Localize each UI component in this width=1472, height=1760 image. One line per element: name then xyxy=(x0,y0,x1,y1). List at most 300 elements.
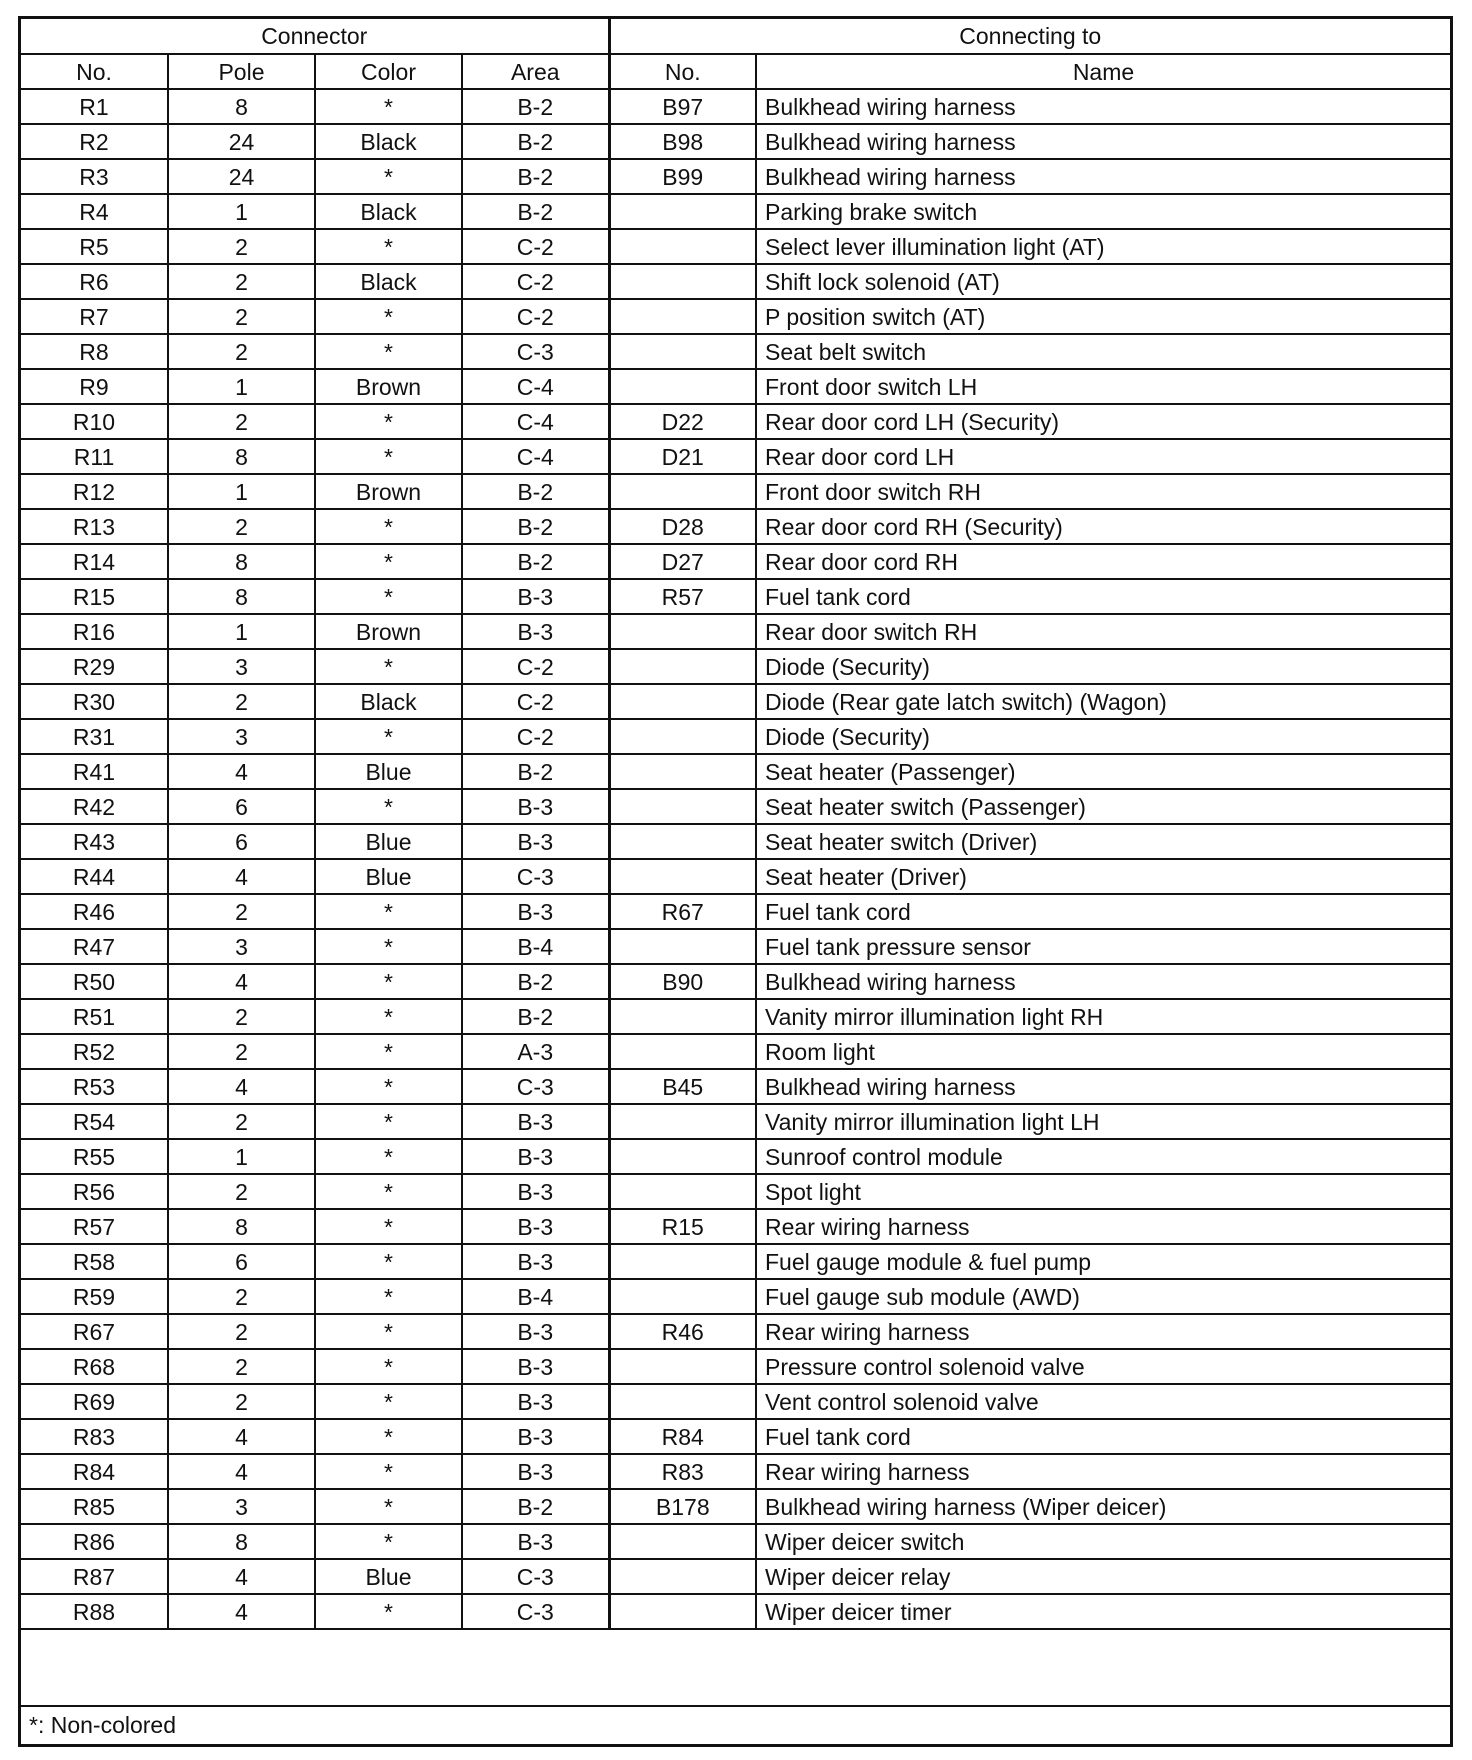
cell-pole: 4 xyxy=(168,859,315,894)
cell-connecting-no xyxy=(609,1104,756,1139)
cell-color: * xyxy=(315,1384,462,1419)
cell-connector-no: R4 xyxy=(21,194,168,229)
cell-pole: 2 xyxy=(168,334,315,369)
cell-pole: 8 xyxy=(168,89,315,124)
cell-area: C-4 xyxy=(462,369,609,404)
cell-connecting-name: Fuel tank cord xyxy=(756,1419,1450,1454)
table-row xyxy=(21,124,1450,159)
cell-color: * xyxy=(315,999,462,1034)
table-row xyxy=(21,1034,1450,1069)
table-row xyxy=(21,1454,1450,1489)
cell-connector-no: R7 xyxy=(21,299,168,334)
cell-connecting-no xyxy=(609,334,756,369)
cell-connector-no: R57 xyxy=(21,1209,168,1244)
table-row xyxy=(21,1384,1450,1419)
table-row xyxy=(21,334,1450,369)
cell-connecting-name: Select lever illumination light (AT) xyxy=(756,229,1450,264)
cell-connecting-no: D27 xyxy=(609,544,756,579)
cell-connector-no: R43 xyxy=(21,824,168,859)
table-row xyxy=(21,1419,1450,1454)
cell-connecting-no xyxy=(609,719,756,754)
table-row xyxy=(21,824,1450,859)
cell-color: * xyxy=(315,89,462,124)
cell-pole: 2 xyxy=(168,229,315,264)
cell-pole: 1 xyxy=(168,1139,315,1174)
cell-connecting-name: Front door switch LH xyxy=(756,369,1450,404)
cell-color: Black xyxy=(315,264,462,299)
table-row xyxy=(21,1139,1450,1174)
cell-connecting-no xyxy=(609,474,756,509)
table-row xyxy=(21,1244,1450,1279)
cell-connecting-no xyxy=(609,1594,756,1629)
cell-connecting-name: Seat belt switch xyxy=(756,334,1450,369)
cell-connecting-no: B90 xyxy=(609,964,756,999)
cell-area: B-3 xyxy=(462,789,609,824)
cell-connecting-no xyxy=(609,649,756,684)
table-row xyxy=(21,1104,1450,1139)
cell-pole: 2 xyxy=(168,684,315,719)
cell-connecting-name: Fuel tank cord xyxy=(756,894,1450,929)
cell-connecting-name: Seat heater (Passenger) xyxy=(756,754,1450,789)
cell-pole: 4 xyxy=(168,1069,315,1104)
cell-pole: 2 xyxy=(168,1384,315,1419)
table-row xyxy=(21,474,1450,509)
cell-area: B-3 xyxy=(462,1419,609,1454)
cell-color: * xyxy=(315,1209,462,1244)
cell-color: * xyxy=(315,964,462,999)
table-row xyxy=(21,1594,1450,1629)
cell-connecting-no: R67 xyxy=(609,894,756,929)
cell-color: * xyxy=(315,439,462,474)
cell-area: B-3 xyxy=(462,1139,609,1174)
cell-pole: 2 xyxy=(168,404,315,439)
cell-connecting-no: D28 xyxy=(609,509,756,544)
cell-connecting-name: Rear wiring harness xyxy=(756,1209,1450,1244)
cell-area: B-4 xyxy=(462,1279,609,1314)
cell-pole: 4 xyxy=(168,754,315,789)
cell-pole: 2 xyxy=(168,264,315,299)
cell-connector-no: R29 xyxy=(21,649,168,684)
cell-color: * xyxy=(315,1349,462,1384)
cell-area: C-2 xyxy=(462,264,609,299)
cell-area: B-2 xyxy=(462,544,609,579)
table-row xyxy=(21,439,1450,474)
cell-color: * xyxy=(315,1314,462,1349)
cell-connecting-no: R15 xyxy=(609,1209,756,1244)
column-header-pole: Pole xyxy=(168,54,315,89)
cell-connecting-name: Front door switch RH xyxy=(756,474,1450,509)
cell-connector-no: R5 xyxy=(21,229,168,264)
cell-connecting-name: Bulkhead wiring harness xyxy=(756,159,1450,194)
column-header-color: Color xyxy=(315,54,462,89)
cell-connector-no: R31 xyxy=(21,719,168,754)
table-row xyxy=(21,89,1450,124)
cell-connecting-no xyxy=(609,614,756,649)
cell-connecting-name: Shift lock solenoid (AT) xyxy=(756,264,1450,299)
cell-connector-no: R9 xyxy=(21,369,168,404)
table-row xyxy=(21,1559,1450,1594)
cell-connecting-name: Bulkhead wiring harness xyxy=(756,89,1450,124)
cell-pole: 3 xyxy=(168,719,315,754)
table-row xyxy=(21,859,1450,894)
cell-connecting-no: D21 xyxy=(609,439,756,474)
cell-connecting-no xyxy=(609,369,756,404)
table-row xyxy=(21,404,1450,439)
cell-connector-no: R51 xyxy=(21,999,168,1034)
cell-pole: 8 xyxy=(168,439,315,474)
cell-connector-no: R1 xyxy=(21,89,168,124)
cell-connector-no: R88 xyxy=(21,1594,168,1629)
cell-connector-no: R54 xyxy=(21,1104,168,1139)
cell-area: B-2 xyxy=(462,1489,609,1524)
table-row xyxy=(21,1279,1450,1314)
table-row xyxy=(21,1524,1450,1559)
cell-color: * xyxy=(315,1454,462,1489)
cell-area: B-2 xyxy=(462,964,609,999)
cell-pole: 2 xyxy=(168,999,315,1034)
cell-connector-no: R41 xyxy=(21,754,168,789)
table-row xyxy=(21,159,1450,194)
cell-area: B-2 xyxy=(462,124,609,159)
cell-connector-no: R85 xyxy=(21,1489,168,1524)
cell-connecting-no xyxy=(609,1559,756,1594)
cell-area: B-2 xyxy=(462,999,609,1034)
cell-connecting-name: Spot light xyxy=(756,1174,1450,1209)
cell-connecting-name: Bulkhead wiring harness xyxy=(756,124,1450,159)
table-row xyxy=(21,894,1450,929)
table-row xyxy=(21,1174,1450,1209)
cell-connecting-no xyxy=(609,194,756,229)
cell-connecting-no xyxy=(609,1174,756,1209)
cell-pole: 24 xyxy=(168,124,315,159)
cell-color: * xyxy=(315,1104,462,1139)
cell-connecting-name: Diode (Security) xyxy=(756,719,1450,754)
cell-connecting-name: Seat heater switch (Driver) xyxy=(756,824,1450,859)
cell-pole: 1 xyxy=(168,614,315,649)
cell-connector-no: R8 xyxy=(21,334,168,369)
cell-color: Brown xyxy=(315,474,462,509)
cell-pole: 8 xyxy=(168,1524,315,1559)
cell-area: B-3 xyxy=(462,824,609,859)
cell-pole: 8 xyxy=(168,544,315,579)
cell-color: * xyxy=(315,1279,462,1314)
cell-area: B-3 xyxy=(462,1454,609,1489)
cell-connecting-name: Bulkhead wiring harness (Wiper deicer) xyxy=(756,1489,1450,1524)
cell-color: * xyxy=(315,1139,462,1174)
cell-pole: 4 xyxy=(168,1594,315,1629)
connector-table-sheet xyxy=(18,16,1453,1747)
table-body xyxy=(21,89,1450,1629)
cell-connecting-name: Diode (Security) xyxy=(756,649,1450,684)
cell-color: * xyxy=(315,894,462,929)
cell-connecting-name: Rear wiring harness xyxy=(756,1454,1450,1489)
table-row xyxy=(21,229,1450,264)
cell-pole: 4 xyxy=(168,1419,315,1454)
cell-connecting-no xyxy=(609,999,756,1034)
cell-pole: 2 xyxy=(168,1174,315,1209)
cell-pole: 8 xyxy=(168,1209,315,1244)
cell-connecting-name: Room light xyxy=(756,1034,1450,1069)
cell-pole: 3 xyxy=(168,929,315,964)
cell-pole: 2 xyxy=(168,1349,315,1384)
table-row xyxy=(21,509,1450,544)
cell-color: Blue xyxy=(315,1559,462,1594)
cell-area: B-3 xyxy=(462,1174,609,1209)
cell-connector-no: R14 xyxy=(21,544,168,579)
cell-connecting-name: Rear door cord RH xyxy=(756,544,1450,579)
cell-connecting-no: R57 xyxy=(609,579,756,614)
table-row xyxy=(21,929,1450,964)
cell-connecting-no: R46 xyxy=(609,1314,756,1349)
cell-area: C-2 xyxy=(462,299,609,334)
cell-color: * xyxy=(315,299,462,334)
cell-pole: 1 xyxy=(168,474,315,509)
cell-connector-no: R6 xyxy=(21,264,168,299)
cell-connector-no: R83 xyxy=(21,1419,168,1454)
cell-connecting-name: Pressure control solenoid valve xyxy=(756,1349,1450,1384)
cell-color: * xyxy=(315,544,462,579)
cell-connecting-no xyxy=(609,789,756,824)
cell-connecting-name: Fuel tank pressure sensor xyxy=(756,929,1450,964)
table-row xyxy=(21,264,1450,299)
cell-connector-no: R42 xyxy=(21,789,168,824)
footnote: *: Non-colored xyxy=(21,1705,1450,1744)
table-row xyxy=(21,1209,1450,1244)
cell-pole: 2 xyxy=(168,894,315,929)
cell-color: * xyxy=(315,1594,462,1629)
cell-color: * xyxy=(315,1419,462,1454)
cell-connector-no: R16 xyxy=(21,614,168,649)
table-row xyxy=(21,579,1450,614)
cell-pole: 6 xyxy=(168,824,315,859)
cell-connecting-name: Parking brake switch xyxy=(756,194,1450,229)
cell-connecting-no xyxy=(609,1244,756,1279)
cell-area: B-3 xyxy=(462,1524,609,1559)
cell-connecting-name: Sunroof control module xyxy=(756,1139,1450,1174)
cell-pole: 2 xyxy=(168,1104,315,1139)
cell-connector-no: R59 xyxy=(21,1279,168,1314)
column-header-name: Name xyxy=(756,54,1450,89)
cell-connecting-name: Seat heater switch (Passenger) xyxy=(756,789,1450,824)
cell-connecting-no xyxy=(609,824,756,859)
cell-connecting-no: B45 xyxy=(609,1069,756,1104)
cell-connecting-name: Rear door cord LH xyxy=(756,439,1450,474)
cell-area: B-3 xyxy=(462,579,609,614)
cell-connector-no: R69 xyxy=(21,1384,168,1419)
cell-color: * xyxy=(315,1174,462,1209)
cell-area: C-2 xyxy=(462,649,609,684)
cell-area: C-2 xyxy=(462,229,609,264)
cell-color: * xyxy=(315,229,462,264)
cell-connecting-no: D22 xyxy=(609,404,756,439)
cell-pole: 1 xyxy=(168,369,315,404)
cell-pole: 2 xyxy=(168,1279,315,1314)
column-header-area: Area xyxy=(462,54,609,89)
cell-pole: 2 xyxy=(168,509,315,544)
cell-connecting-name: Vent control solenoid valve xyxy=(756,1384,1450,1419)
cell-connecting-no xyxy=(609,1524,756,1559)
cell-connecting-name: Wiper deicer switch xyxy=(756,1524,1450,1559)
cell-area: C-3 xyxy=(462,1594,609,1629)
cell-color: * xyxy=(315,719,462,754)
cell-connector-no: R68 xyxy=(21,1349,168,1384)
cell-area: B-2 xyxy=(462,194,609,229)
table-row xyxy=(21,1349,1450,1384)
table-row xyxy=(21,684,1450,719)
cell-connecting-no xyxy=(609,299,756,334)
cell-color: Black xyxy=(315,684,462,719)
table-row xyxy=(21,649,1450,684)
cell-area: B-3 xyxy=(462,1209,609,1244)
cell-pole: 3 xyxy=(168,649,315,684)
cell-pole: 6 xyxy=(168,1244,315,1279)
cell-connector-no: R3 xyxy=(21,159,168,194)
cell-area: B-3 xyxy=(462,1384,609,1419)
table-row xyxy=(21,719,1450,754)
cell-connector-no: R12 xyxy=(21,474,168,509)
cell-pole: 3 xyxy=(168,1489,315,1524)
table-row xyxy=(21,1314,1450,1349)
table-row xyxy=(21,1069,1450,1104)
table-row xyxy=(21,964,1450,999)
cell-area: B-3 xyxy=(462,1244,609,1279)
cell-area: B-3 xyxy=(462,894,609,929)
cell-connector-no: R52 xyxy=(21,1034,168,1069)
cell-connecting-name: Fuel gauge module & fuel pump xyxy=(756,1244,1450,1279)
cell-color: * xyxy=(315,1034,462,1069)
cell-color: * xyxy=(315,1524,462,1559)
cell-pole: 2 xyxy=(168,1314,315,1349)
table-row xyxy=(21,999,1450,1034)
cell-color: * xyxy=(315,1489,462,1524)
cell-connecting-name: P position switch (AT) xyxy=(756,299,1450,334)
cell-connecting-name: Wiper deicer relay xyxy=(756,1559,1450,1594)
cell-connecting-no xyxy=(609,1034,756,1069)
cell-connector-no: R87 xyxy=(21,1559,168,1594)
header-group-connecting-to: Connecting to xyxy=(609,19,1450,54)
table-row xyxy=(21,544,1450,579)
cell-area: A-3 xyxy=(462,1034,609,1069)
cell-connecting-name: Rear wiring harness xyxy=(756,1314,1450,1349)
connector-table xyxy=(21,19,1450,1630)
cell-color: * xyxy=(315,929,462,964)
cell-connecting-no xyxy=(609,1349,756,1384)
cell-area: B-3 xyxy=(462,1314,609,1349)
cell-connector-no: R2 xyxy=(21,124,168,159)
table-row xyxy=(21,789,1450,824)
cell-connector-no: R58 xyxy=(21,1244,168,1279)
table-row xyxy=(21,194,1450,229)
cell-connecting-name: Bulkhead wiring harness xyxy=(756,964,1450,999)
cell-area: B-4 xyxy=(462,929,609,964)
cell-color: Brown xyxy=(315,369,462,404)
cell-connecting-name: Vanity mirror illumination light RH xyxy=(756,999,1450,1034)
cell-color: * xyxy=(315,404,462,439)
cell-connecting-name: Rear door cord RH (Security) xyxy=(756,509,1450,544)
cell-connector-no: R56 xyxy=(21,1174,168,1209)
cell-color: Black xyxy=(315,194,462,229)
cell-area: C-3 xyxy=(462,859,609,894)
cell-connector-no: R55 xyxy=(21,1139,168,1174)
cell-connector-no: R67 xyxy=(21,1314,168,1349)
cell-connecting-name: Diode (Rear gate latch switch) (Wagon) xyxy=(756,684,1450,719)
cell-connecting-no xyxy=(609,929,756,964)
cell-pole: 4 xyxy=(168,1559,315,1594)
cell-connecting-no xyxy=(609,1384,756,1419)
cell-connecting-name: Bulkhead wiring harness xyxy=(756,1069,1450,1104)
cell-connecting-name: Seat heater (Driver) xyxy=(756,859,1450,894)
cell-color: Black xyxy=(315,124,462,159)
column-header-no: No. xyxy=(21,54,168,89)
cell-pole: 24 xyxy=(168,159,315,194)
cell-connector-no: R50 xyxy=(21,964,168,999)
cell-color: * xyxy=(315,1069,462,1104)
cell-connector-no: R47 xyxy=(21,929,168,964)
cell-connecting-no: B99 xyxy=(609,159,756,194)
cell-area: B-2 xyxy=(462,159,609,194)
cell-area: B-2 xyxy=(462,474,609,509)
cell-color: * xyxy=(315,1244,462,1279)
cell-pole: 8 xyxy=(168,579,315,614)
cell-connector-no: R30 xyxy=(21,684,168,719)
cell-connecting-no: R83 xyxy=(609,1454,756,1489)
cell-area: C-3 xyxy=(462,1559,609,1594)
cell-area: B-3 xyxy=(462,1104,609,1139)
cell-area: B-2 xyxy=(462,754,609,789)
cell-area: C-3 xyxy=(462,334,609,369)
cell-connecting-no: B178 xyxy=(609,1489,756,1524)
cell-area: C-2 xyxy=(462,684,609,719)
cell-connector-no: R11 xyxy=(21,439,168,474)
cell-connecting-no: B97 xyxy=(609,89,756,124)
cell-color: * xyxy=(315,334,462,369)
cell-connecting-name: Rear door cord LH (Security) xyxy=(756,404,1450,439)
cell-connecting-name: Rear door switch RH xyxy=(756,614,1450,649)
cell-connecting-no xyxy=(609,859,756,894)
cell-connecting-name: Fuel gauge sub module (AWD) xyxy=(756,1279,1450,1314)
cell-connecting-no: B98 xyxy=(609,124,756,159)
cell-connecting-no: R84 xyxy=(609,1419,756,1454)
cell-pole: 4 xyxy=(168,964,315,999)
cell-connector-no: R44 xyxy=(21,859,168,894)
cell-color: * xyxy=(315,579,462,614)
cell-color: * xyxy=(315,649,462,684)
table-row xyxy=(21,614,1450,649)
cell-color: Brown xyxy=(315,614,462,649)
cell-connecting-no xyxy=(609,1279,756,1314)
cell-color: * xyxy=(315,509,462,544)
cell-pole: 4 xyxy=(168,1454,315,1489)
cell-connecting-no xyxy=(609,1139,756,1174)
cell-area: B-2 xyxy=(462,509,609,544)
cell-connector-no: R10 xyxy=(21,404,168,439)
header-group-connector: Connector xyxy=(21,19,609,54)
cell-color: Blue xyxy=(315,824,462,859)
cell-connector-no: R53 xyxy=(21,1069,168,1104)
cell-area: C-2 xyxy=(462,719,609,754)
table-row xyxy=(21,754,1450,789)
cell-area: B-3 xyxy=(462,1349,609,1384)
cell-area: B-2 xyxy=(462,89,609,124)
cell-connector-no: R46 xyxy=(21,894,168,929)
cell-area: C-4 xyxy=(462,439,609,474)
cell-connecting-name: Fuel tank cord xyxy=(756,579,1450,614)
cell-connector-no: R84 xyxy=(21,1454,168,1489)
cell-connector-no: R15 xyxy=(21,579,168,614)
table-row xyxy=(21,1489,1450,1524)
cell-color: Blue xyxy=(315,859,462,894)
cell-area: B-3 xyxy=(462,614,609,649)
